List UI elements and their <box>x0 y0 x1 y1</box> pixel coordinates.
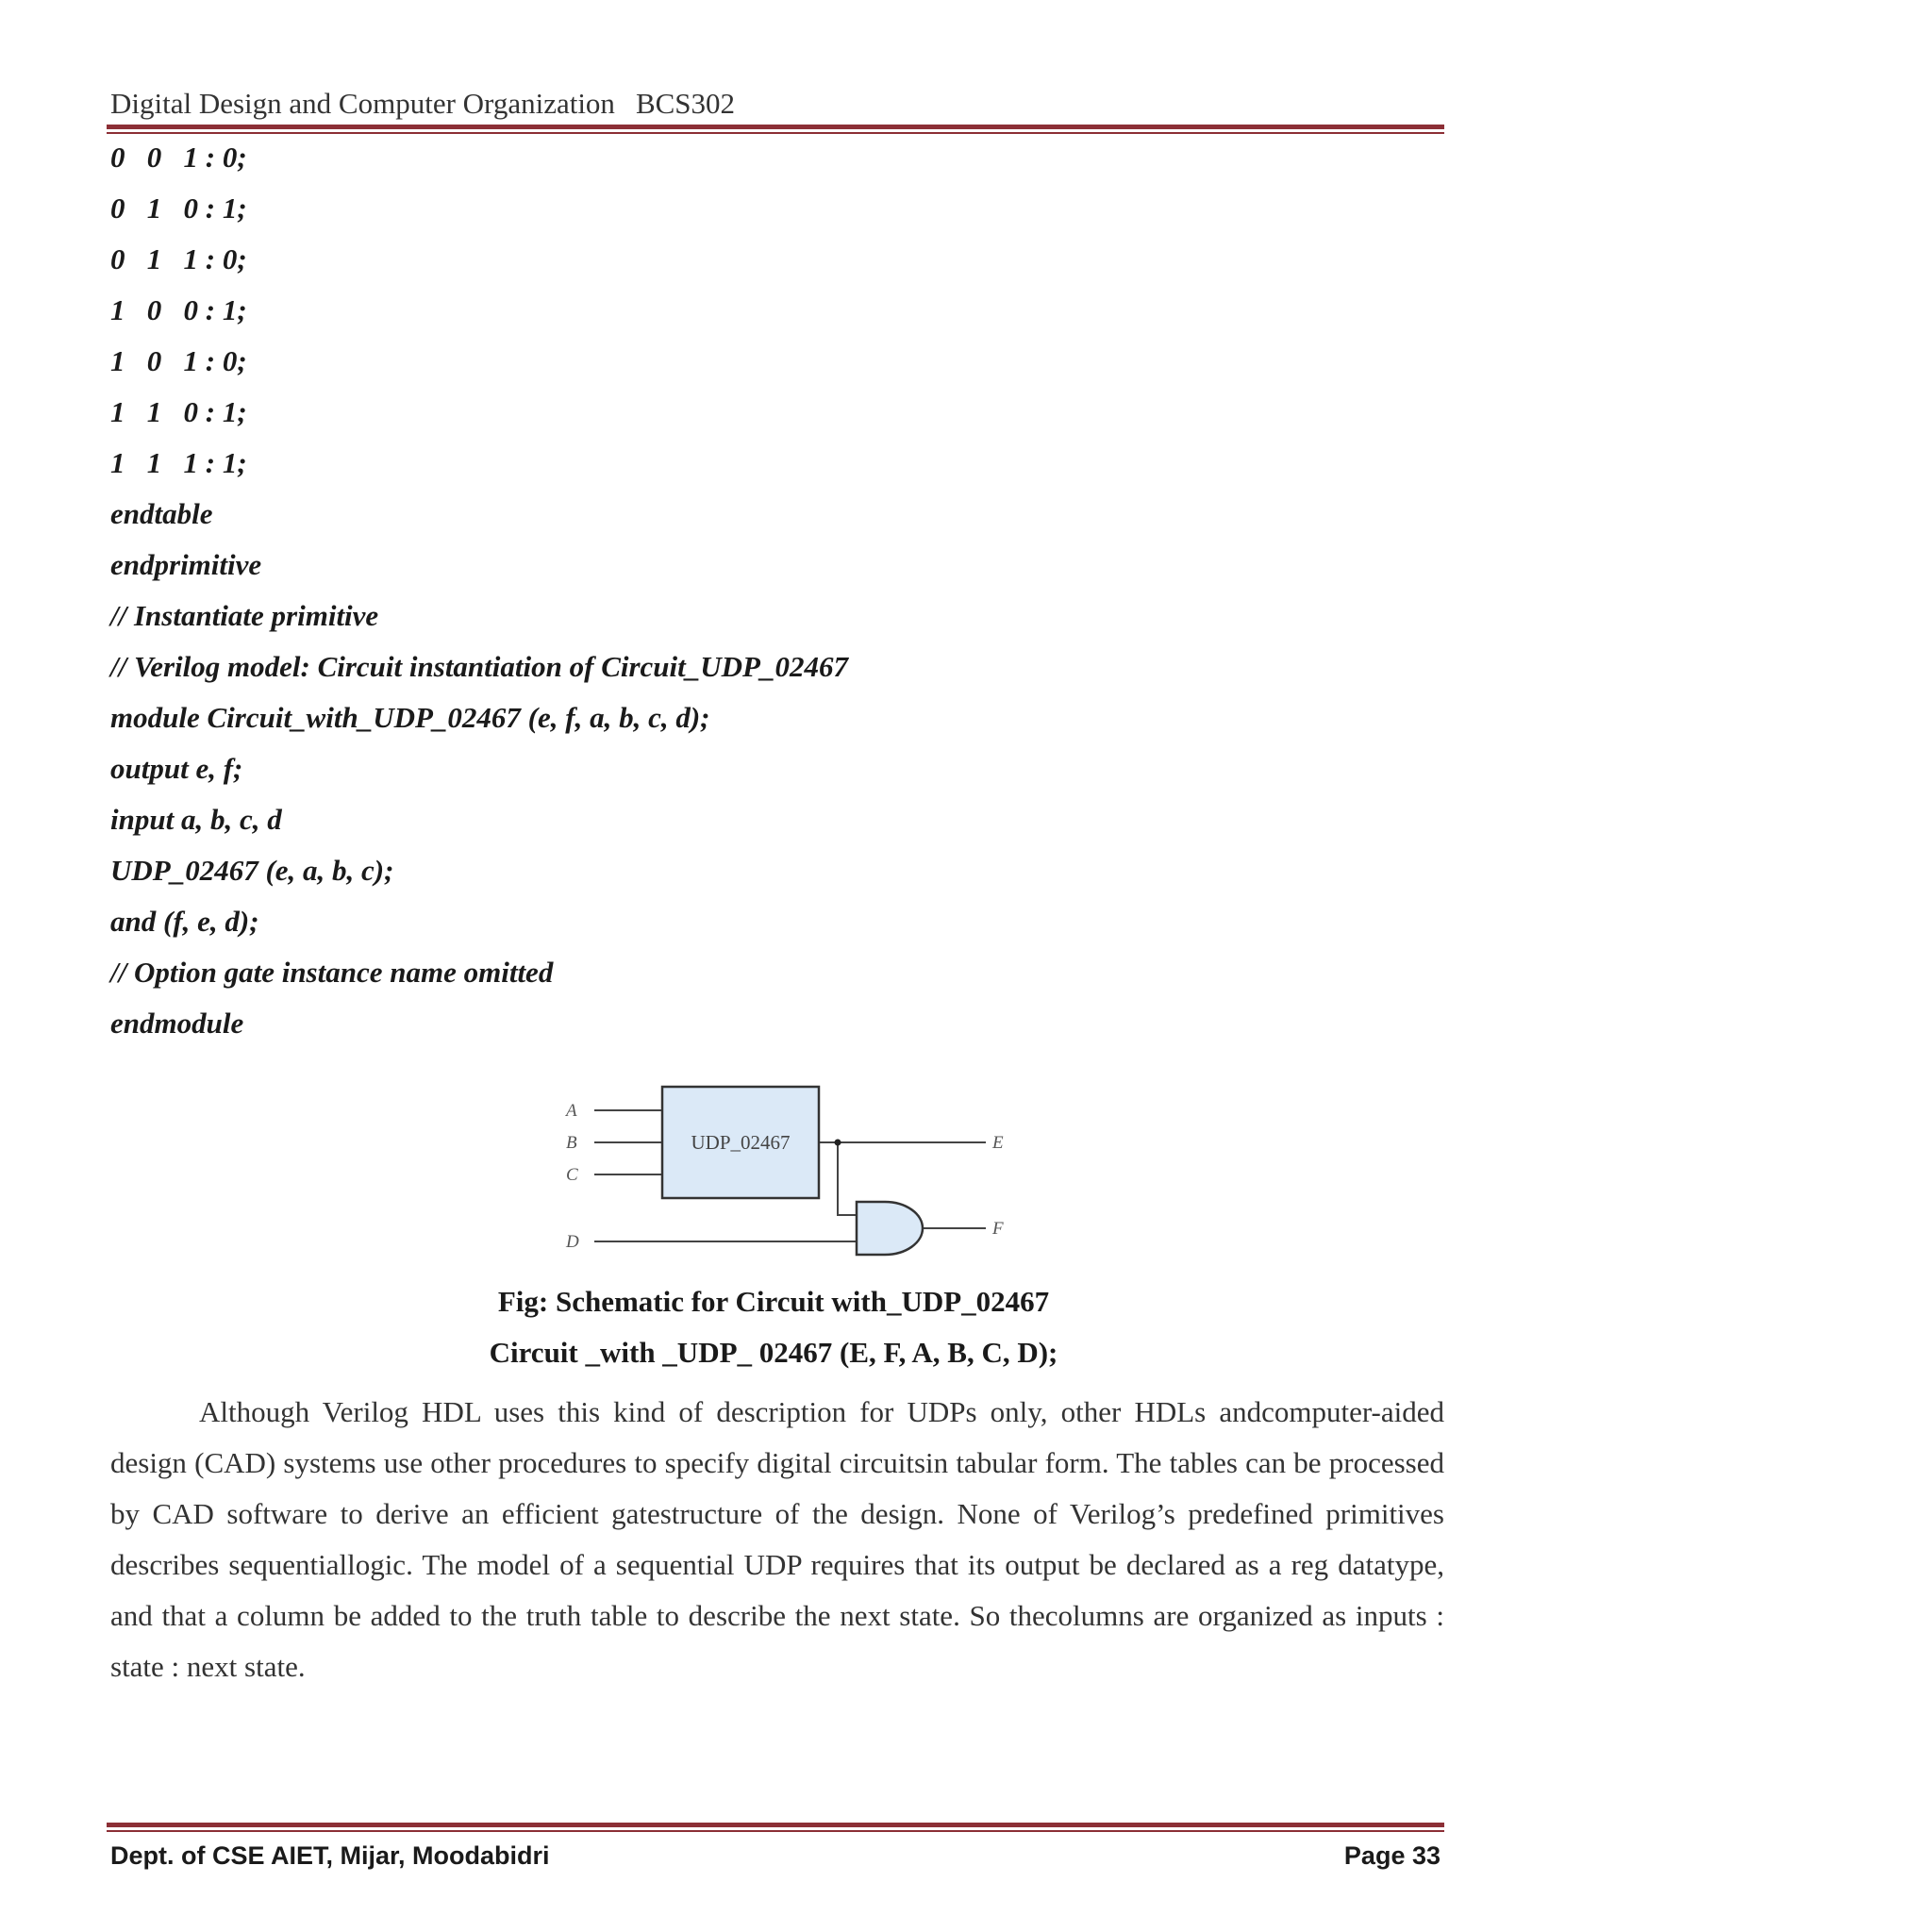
label-c: C <box>566 1165 578 1185</box>
code-line: module Circuit_with_UDP_02467 (e, f, a, b, c, d); <box>110 701 710 734</box>
and-gate <box>857 1202 923 1255</box>
code-line: output e, f; <box>110 752 243 785</box>
code-line: 0 1 0 : 1; <box>110 192 247 225</box>
figure-caption: Fig: Schematic for Circuit with_UDP_02467 <box>497 1285 1050 1318</box>
udp-schematic <box>557 1075 1009 1264</box>
code-line: // Instantiate primitive <box>110 599 379 632</box>
code-line: UDP_02467 (e, a, b, c); <box>110 854 394 887</box>
label-b: B <box>566 1133 577 1153</box>
code-line: 0 0 1 : 0; <box>110 141 247 174</box>
code-line: input a, b, c, d <box>110 803 282 836</box>
label-a: A <box>566 1101 577 1121</box>
code-line: endtable <box>110 497 213 530</box>
code-line: endmodule <box>110 1007 244 1040</box>
footer-department: Dept. of CSE AIET, Mijar, Moodabidri <box>110 1841 550 1870</box>
header-rule-thick <box>107 125 1444 129</box>
wire-e-to-gate <box>838 1142 857 1215</box>
instantiation-caption: Circuit _with _UDP_ 02467 (E, F, A, B, C, D); <box>489 1336 1058 1369</box>
udp-block-label: UDP_02467 <box>691 1131 791 1154</box>
header-title: Digital Design and Computer Organization <box>110 87 615 120</box>
page-header <box>110 87 735 121</box>
header-course-code: BCS302 <box>635 87 736 120</box>
label-d: D <box>566 1232 579 1252</box>
page-number: Page 33 <box>1343 1841 1441 1870</box>
code-line: // Verilog model: Circuit instantiation of Circuit_UDP_02467 <box>110 650 848 683</box>
code-line: endprimitive <box>110 548 262 581</box>
footer-rule-thin <box>107 1830 1444 1832</box>
footer-rule-thick <box>107 1823 1444 1827</box>
junction-dot <box>835 1140 841 1146</box>
code-line: 1 0 0 : 1; <box>110 293 247 326</box>
code-line: 0 1 1 : 0; <box>110 242 247 275</box>
code-block <box>110 132 848 1049</box>
label-e: E <box>992 1133 1004 1153</box>
body-paragraph: Although Verilog HDL uses this kind of description for UDPs only, other HDLs andcomputer-aided design (CAD) systems use other procedures to specify digital circuitsin tabular form. The tables can be processed by CAD software to derive an efficient gatestructure of the design. None of Verilog’s predefined primitives describes sequentiallogic. The model of a sequential UDP requires that its output be declared as a reg datatype, and that a column be added to the truth table to describe the next state. So thecolumns are organized as inputs : state : next state. <box>110 1395 1444 1683</box>
code-line: 1 1 0 : 1; <box>110 395 247 428</box>
code-line: 1 1 1 : 1; <box>110 446 247 479</box>
code-line: // Option gate instance name omitted <box>110 956 554 989</box>
code-line: 1 0 1 : 0; <box>110 344 247 377</box>
code-line: and (f, e, d); <box>110 905 259 938</box>
label-f: F <box>992 1219 1004 1239</box>
